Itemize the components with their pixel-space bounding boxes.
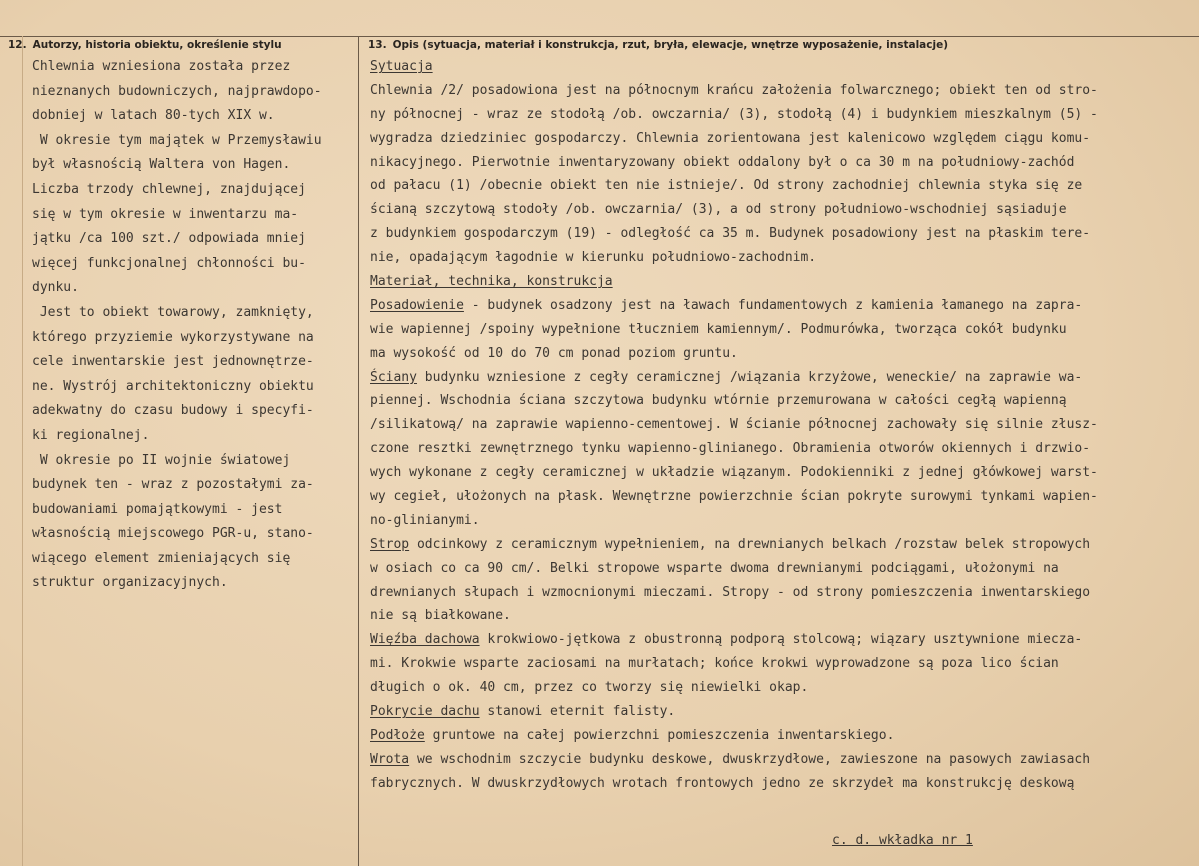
left-margin-line [22, 36, 23, 866]
description-text-line [370, 222, 1196, 246]
subheading-underlined: Wrota [370, 751, 410, 767]
history-text-line: którego przyziemie wykorzystywane na [32, 329, 314, 345]
history-text-line: dobniej w latach 80-tych XIX w. [32, 108, 275, 124]
description-text-line [370, 318, 1196, 342]
description-text-line [370, 533, 1196, 557]
section-12-number: 12. [8, 39, 27, 51]
section-13-title: Opis (sytuacja, materiał i konstrukcja, rzut, bryła, elewacje, wnętrze wyposażenie, instalacje) [392, 39, 948, 51]
body-text: czone resztki zewnętrznego tynku wapienno-glinianego. Obramienia otworów okiennych i drzwio- [370, 441, 1091, 457]
subheading-underlined: Posadowienie [370, 297, 464, 313]
body-text: Chlewnia /2/ posadowiona jest na północnym krańcu założenia folwarcznego; obiekt ten od stro- [370, 82, 1098, 98]
description-text-line [370, 389, 1196, 413]
history-text-line: budowaniami pomajątkowymi - jest [32, 501, 283, 517]
body-text: wy cegieł, ułożonych na płask. Wewnętrzne powierzchnie ścian pokryte surowymi tynkami wapien- [370, 489, 1098, 505]
section-13-number: 13. [368, 39, 387, 51]
history-text-line: Liczba trzody chlewnej, znajdującej [32, 181, 306, 197]
section-12-header [8, 39, 282, 51]
description-text-line [370, 270, 1196, 294]
description-text-line [370, 342, 1196, 366]
description-text-line [370, 772, 1196, 796]
description-text-line [370, 581, 1196, 605]
body-text: piennej. Wschodnia ściana szczytowa budynku wtórnie przemurowana w całości cegłą wapienną [370, 393, 1067, 409]
body-text: we wschodnim szczycie budynku deskowe, dwuskrzydłowe, zawieszone na pasowych zawiasach [409, 751, 1091, 767]
continuation-note: c. d. wkładka nr 1 [832, 833, 973, 848]
history-text-line: ne. Wystrój architektoniczny obiektu [32, 378, 314, 394]
description-text-line [370, 55, 1196, 79]
history-text-line: własnością miejscowego PGR-u, stano- [32, 526, 314, 542]
history-text-column [32, 55, 354, 596]
history-text-line: adekwatny do czasu budowy i specyfi- [32, 403, 314, 419]
history-text-line: Chlewnia wzniesiona została przez [32, 59, 291, 74]
description-text-line [370, 604, 1196, 628]
description-text-line [370, 246, 1196, 270]
body-text: drewnianych słupach i wzmocnionymi mieczami. Stropy - od strony pomieszczenia inwentarskiego [370, 584, 1091, 600]
history-text-line: W okresie tym majątek w Przemysławiu [32, 132, 322, 148]
history-text-line: budynek ten - wraz z pozostałymi za- [32, 477, 314, 493]
description-text-line [370, 485, 1196, 509]
body-text: /silikatową/ na zaprawie wapienno-cementowej. W ścianie północnej zachowały się silnie złusz- [370, 417, 1098, 433]
subheading-underlined: Strop [370, 536, 410, 552]
description-text-line [370, 366, 1196, 390]
top-rule [0, 36, 1199, 37]
history-text-line: się w tym okresie w inwentarzu ma- [32, 206, 299, 222]
history-text-line: dynku. [32, 280, 79, 296]
history-text-line: wiącego element zmieniających się [32, 550, 291, 566]
body-text: ścianą szczytową stodoły /ob. owczarnia/ (3), a od strony południowo-wschodniej sąsiaduje [370, 202, 1067, 218]
body-text: krokwiowo-jętkowa z obustronną podporą stolcową; wiązary usztywnione miecza- [479, 632, 1083, 648]
history-text-line: W okresie po II wojnie światowej [32, 452, 291, 468]
description-text-line [370, 151, 1196, 175]
history-text-line: nieznanych budowniczych, najprawdopo- [32, 83, 322, 99]
body-text: no-glinianymi. [370, 512, 480, 528]
description-text-line [370, 437, 1196, 461]
subheading-underlined: Materiał, technika, konstrukcja [370, 274, 613, 290]
body-text: odcinkowy z ceramicznym wypełnieniem, na drewnianych belkach /rozstaw belek stropowych [409, 536, 1091, 552]
description-text-line [370, 748, 1196, 772]
description-text-line [370, 628, 1196, 652]
body-text: wygradza dziedziniec gospodarczy. Chlewnia zorientowana jest kalenicowo względem ciągu komu- [370, 130, 1091, 146]
description-text-line [370, 700, 1196, 724]
section-13-header [368, 39, 948, 51]
description-text-line [370, 127, 1196, 151]
body-text: stanowi eternit falisty. [479, 704, 676, 720]
body-text: fabrycznych. W dwuskrzydłowych wrotach frontowych jedno ze skrzydeł ma konstrukcję deskową [370, 775, 1075, 791]
body-text: długich o ok. 40 cm, przez co tworzy się niewielki okap. [370, 680, 809, 696]
history-text-line: był własnością Waltera von Hagen. [32, 157, 291, 173]
description-text-line [370, 103, 1196, 127]
description-text-column [370, 55, 1196, 796]
history-text-line: więcej funkcjonalnej chłonności bu- [32, 255, 306, 271]
description-text-line [370, 413, 1196, 437]
description-text-line [370, 676, 1196, 700]
subheading-underlined: Więźba dachowa [370, 632, 480, 648]
body-text: ny północnej - wraz ze stodołą /ob. owczarnia/ (3), stodołą (4) i budynkiem mieszkalnym (5) - [370, 106, 1098, 122]
history-text-line: ki regionalnej. [32, 427, 150, 443]
subheading-underlined: Sytuacja [370, 59, 433, 74]
description-text-line [370, 509, 1196, 533]
body-text: nikacyjnego. Pierwotnie inwentaryzowany obiekt oddalony był o ca 30 m na południowy-zachód [370, 154, 1075, 170]
history-text-line: struktur organizacyjnych. [32, 575, 228, 591]
body-text: wych wykonane z cegły ceramicznej w układzie wiązanym. Podokienniki z jednej główkowej warst- [370, 465, 1098, 481]
description-text-line [370, 724, 1196, 748]
body-text: wie wapiennej /spoiny wypełnione tłuczniem kamiennym/. Podmurówka, tworząca cokół budynku [370, 321, 1067, 337]
body-text: od pałacu (1) /obecnie obiekt ten nie istnieje/. Od strony zachodniej chlewnia styka się ze [370, 178, 1083, 194]
history-text-line: jątku /ca 100 szt./ odpowiada mniej [32, 231, 306, 247]
body-text: - budynek osadzony jest na ławach fundamentowych z kamienia łamanego na zapra- [463, 297, 1083, 313]
description-text-line [370, 652, 1196, 676]
subheading-underlined: Ściany [370, 369, 417, 385]
body-text: nie, opadającym łagodnie w kierunku południowo-zachodnim. [370, 250, 817, 266]
body-text: gruntowe na całej powierzchni pomieszczenia inwentarskiego. [424, 727, 895, 743]
subheading-underlined: Podłoże [370, 727, 425, 743]
history-text-line: Jest to obiekt towarowy, zamknięty, [32, 304, 314, 320]
body-text: mi. Krokwie wsparte zaciosami na murłatach; końce krokwi wyprowadzone są poza lico ścian [370, 656, 1059, 672]
column-divider [358, 36, 359, 866]
body-text: w osiach co ca 90 cm/. Belki stropowe wsparte dwoma drewnianymi podciągami, ułożonymi na [370, 560, 1059, 576]
history-text-line: cele inwentarskie jest jednownętrze- [32, 354, 314, 370]
description-text-line [370, 294, 1196, 318]
body-text: ma wysokość od 10 do 70 cm ponad poziom gruntu. [370, 345, 738, 361]
section-12-title: Autorzy, historia obiektu, określenie stylu [32, 39, 282, 51]
body-text: z budynkiem gospodarczym (19) - odległość ca 35 m. Budynek posadowiony jest na płaskim tere- [370, 226, 1091, 242]
description-text-line [370, 174, 1196, 198]
description-text-line [370, 198, 1196, 222]
body-text: budynku wzniesione z cegły ceramicznej /wiązania krzyżowe, weneckie/ na zaprawie wa- [416, 369, 1083, 385]
body-text: nie są białkowane. [370, 608, 511, 624]
description-text-line [370, 461, 1196, 485]
subheading-underlined: Pokrycie dachu [370, 704, 480, 720]
description-text-line [370, 557, 1196, 581]
description-text-line [370, 79, 1196, 103]
